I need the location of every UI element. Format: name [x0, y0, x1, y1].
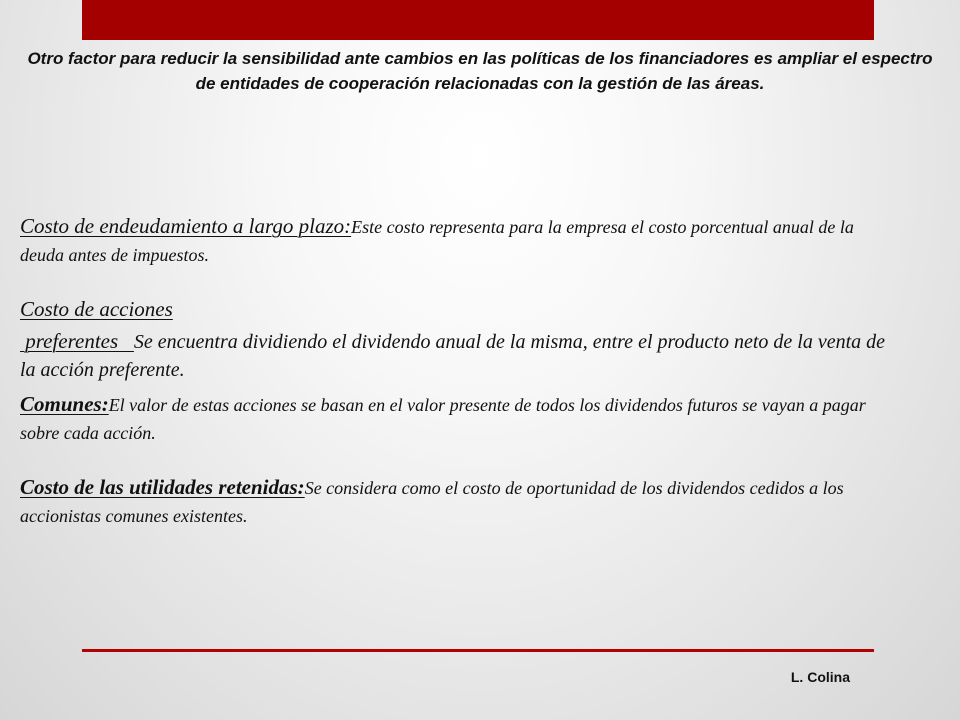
- item-utilidades-retenidas: [20, 473, 900, 530]
- item-term: preferentes: [20, 329, 134, 353]
- item-text: Se encuentra dividiendo el dividendo anual de la misma, entre el producto neto de la venta de la acción preferente.: [20, 331, 886, 381]
- item-costo-acciones: [20, 295, 900, 324]
- slide-body: [20, 212, 900, 530]
- header-accent-bar: [82, 0, 874, 40]
- item-term: Costo de acciones: [20, 297, 173, 321]
- slide-header-text: Otro factor para reducir la sensibilidad ante cambios en las políticas de los financiadores es ampliar el espectro de entidades de cooperación relacionadas con la gestión de las áreas.: [27, 49, 933, 93]
- item-comunes: [20, 390, 900, 447]
- item-text: Se considera como el costo de oportunidad de los dividendos cedidos a los accionistas comunes existentes.: [20, 478, 844, 526]
- item-text: El valor de estas acciones se basan en el valor presente de todos los dividendos futuros se vayan a pagar sobre cada acción.: [20, 395, 866, 443]
- item-costo-endeudamiento: [20, 212, 900, 269]
- item-text: Este costo representa para la empresa el costo porcentual anual de la deuda antes de impuestos.: [20, 217, 854, 265]
- item-term: Costo de las utilidades retenidas:: [20, 475, 305, 499]
- footer-divider: [82, 649, 874, 652]
- item-preferentes: [20, 327, 900, 384]
- footer-author: L. Colina: [790, 669, 850, 685]
- item-term: Comunes:: [20, 392, 109, 416]
- item-term: Costo de endeudamiento a largo plazo:: [20, 214, 352, 238]
